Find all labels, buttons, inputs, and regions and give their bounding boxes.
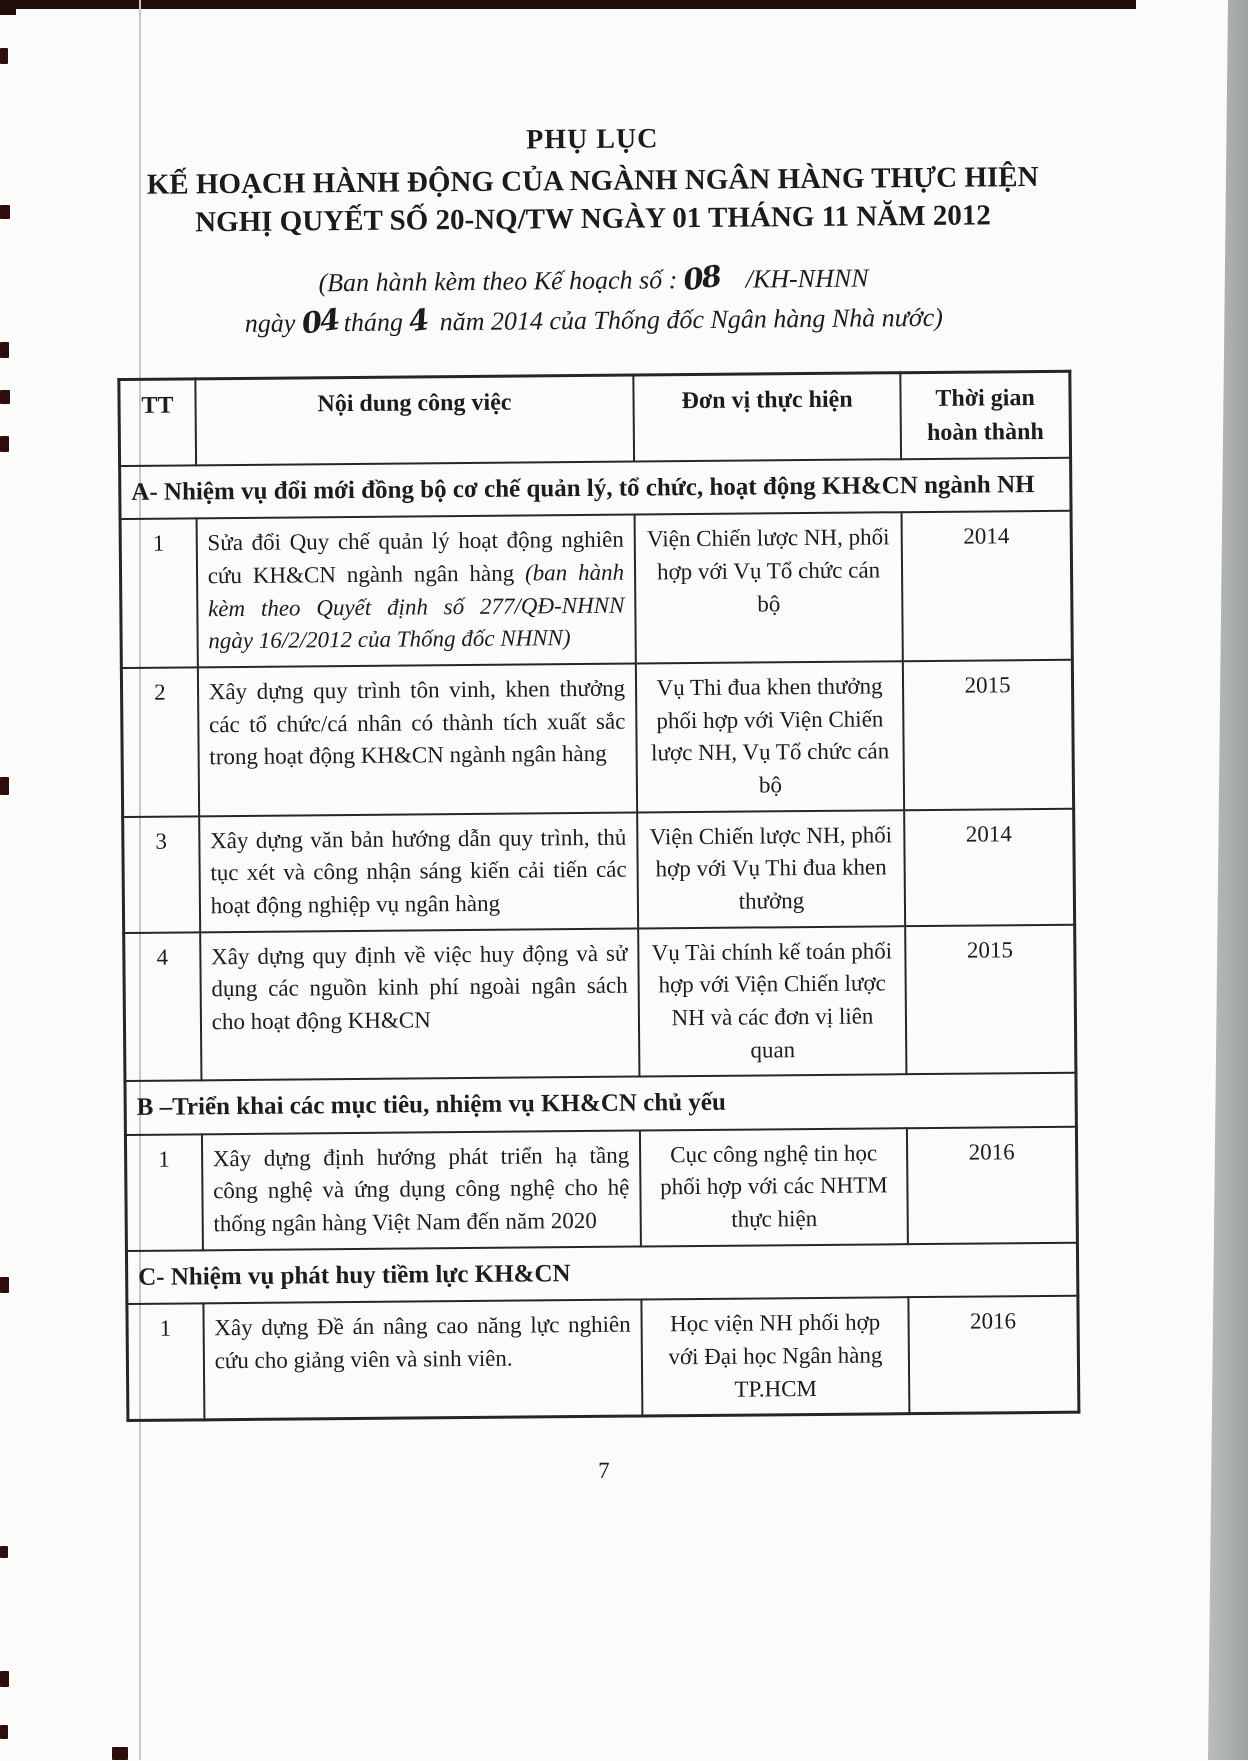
handwritten-month: 4	[406, 302, 430, 339]
task-description	[198, 664, 638, 816]
table-row	[127, 1296, 1079, 1421]
completion-year: 2016	[908, 1296, 1078, 1414]
plan-table-body	[120, 458, 1079, 1421]
column-header-unit: Đơn vị thực hiện	[633, 372, 901, 461]
task-description-reference: (ban hành kèm theo Quyết định số 277/QĐ-NHNN ngày 16/2/2012 của Thống đốc NHNN)	[207, 559, 625, 654]
row-number: 4	[124, 932, 202, 1081]
table-row	[123, 808, 1075, 932]
issuance-day-label: ngày	[244, 308, 296, 339]
issuance-note-line-2	[117, 295, 1071, 344]
implementing-unit: Vụ Tài chính kế toán phối hợp với Viện Chiến lược NH và các đơn vị liên quan	[638, 926, 906, 1077]
task-description-text: Xây dựng quy định về việc huy động và sử dụng các nguồn kinh phí ngoài ngân sách cho hoạt động KH&CN	[210, 940, 628, 1035]
task-description-text: Xây dựng văn bản hướng dẫn quy trình, thủ tục xét và công nhận sáng kiến cải tiến các hoạt động nghiệp vụ ngân hàng	[209, 824, 627, 919]
document-body	[114, 0, 1081, 1488]
completion-year: 2015	[903, 660, 1074, 810]
issuance-pre: (Ban hành kèm theo Kế hoạch số :	[318, 264, 678, 297]
table-row	[121, 660, 1073, 817]
column-header-content: Nội dung công việc	[195, 375, 634, 465]
column-header-tt: TT	[119, 379, 196, 466]
handwritten-day: 04	[299, 302, 340, 341]
implementing-unit: Cục công nghệ tin học phối hợp với các NHTM thực hiện	[640, 1128, 908, 1246]
heading-line-1: KẾ HOẠCH HÀNH ĐỘNG CỦA NGÀNH NGÂN HÀNG THỰC HIỆN	[146, 161, 1039, 201]
column-header-time: Thời gian hoàn thành	[900, 371, 1070, 459]
task-description-text: Xây dựng quy trình tôn vinh, khen thưởng các tổ chức/cá nhân có thành tích xuất sắc trong hoạt động KH&CN ngành ngân hàng	[208, 675, 626, 770]
row-number: 3	[123, 816, 200, 933]
table-header-row	[119, 371, 1071, 466]
completion-year: 2014	[902, 511, 1073, 661]
task-description	[200, 928, 640, 1080]
section-label: C- Nhiệm vụ phát huy tiềm lực KH&CN	[126, 1242, 1077, 1304]
task-description	[202, 1130, 641, 1250]
section-header-row	[120, 458, 1071, 520]
row-number: 2	[121, 667, 199, 816]
heading-line-2: NGHỊ QUYẾT SỐ 20-NQ/TW NGÀY 01 THÁNG 11 NĂM 2012	[194, 199, 991, 239]
implementing-unit: Viện Chiến lược NH, phối hợp với Vụ Thi đua khen thưởng	[637, 810, 905, 928]
section-label: A- Nhiệm vụ đổi mới đồng bộ cơ chế quản lý, tổ chức, hoạt động KH&CN ngành NH	[120, 458, 1071, 520]
row-number: 1	[125, 1134, 202, 1251]
task-description-text: Xây dựng Đề án nâng cao năng lực nghiên cứu cho giảng viên và sinh viên.	[214, 1311, 631, 1374]
page-title: PHỤ LỤC	[526, 123, 659, 156]
issuance-month-label: tháng	[343, 307, 404, 338]
page-number: 7	[598, 1457, 610, 1484]
row-number: 1	[127, 1304, 204, 1421]
handwritten-doc-number: 08	[681, 258, 722, 297]
table-row	[120, 511, 1072, 668]
completion-year: 2015	[905, 924, 1076, 1074]
task-description-text: Xây dựng định hướng phát triển hạ tầng công nghệ và ứng dụng công nghệ cho hệ thống ngân hàng Việt Nam đến năm 2020	[212, 1142, 630, 1237]
issuance-note	[116, 254, 1071, 344]
issuance-post: /KH-NHNN	[745, 263, 869, 294]
table-row	[124, 924, 1076, 1081]
issuance-tail: năm 2014 của Thống đốc Ngân hàng Nhà nước)	[439, 302, 944, 337]
section-header-row	[126, 1242, 1077, 1304]
document-heading	[115, 158, 1070, 243]
task-description	[199, 812, 638, 932]
completion-year: 2014	[904, 808, 1074, 925]
section-label: B –Triển khai các mục tiêu, nhiệm vụ KH&CN chủ yếu	[125, 1073, 1076, 1135]
task-description	[203, 1300, 642, 1420]
task-description	[196, 515, 636, 667]
implementing-unit: Viện Chiến lược NH, phối hợp với Vụ Tổ chức cán bộ	[635, 513, 903, 664]
implementing-unit: Học viện NH phối hợp với Đại học Ngân hàng TP.HCM	[641, 1297, 909, 1416]
implementing-unit: Vụ Thi đua khen thưởng phối hợp với Viện Chiến lược NH, Vụ Tổ chức cán bộ	[636, 661, 904, 812]
action-plan-table	[117, 369, 1080, 1422]
section-header-row	[125, 1073, 1076, 1135]
task-description-text: Sửa đổi Quy chế quản lý hoạt động nghiên cứu KH&CN ngành ngân hàng	[207, 527, 624, 589]
completion-year: 2016	[907, 1126, 1077, 1243]
row-number: 1	[120, 519, 198, 668]
table-row	[125, 1126, 1077, 1250]
